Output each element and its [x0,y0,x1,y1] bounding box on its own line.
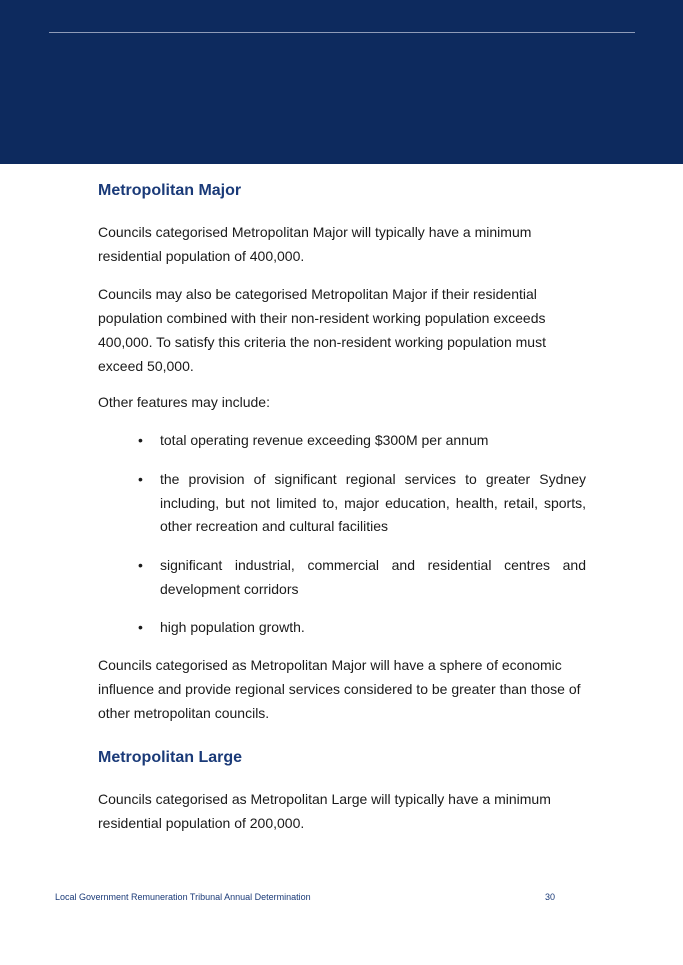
paragraph: Councils categorised as Metropolitan Large will typically have a minimum residential population of 200,000. [98,791,551,831]
page-number: 30 [545,892,556,902]
list-item-text: significant industrial, commercial and residential centres and development corridors [160,557,586,597]
bullet-icon: • [138,557,143,573]
paragraph: Councils categorised as Metropolitan Major will have a sphere of economic influence and provide regional services considered to be greater than those of other metropolitan councils. [98,657,581,721]
header-band [0,0,683,164]
bullet-icon: • [138,432,143,448]
bullet-icon: • [138,471,143,487]
paragraph: Councils categorised Metropolitan Major will typically have a minimum residential population of 400,000. [98,224,532,264]
section-heading-metropolitan-large: Metropolitan Large [98,749,243,766]
footer-title: Local Government Remuneration Tribunal Annual Determination [55,892,311,902]
header-rule [49,32,635,33]
section-heading-metropolitan-major: Metropolitan Major [98,182,242,199]
bullet-icon: • [138,619,143,635]
list-item-text: total operating revenue exceeding $300M per annum [160,432,489,448]
paragraph: Other features may include: [98,394,270,410]
list-item-text: the provision of significant regional services to greater Sydney including, but not limited to, major education, health, retail, sports, other recreation and cultural facilities [160,471,586,534]
paragraph: Councils may also be categorised Metropolitan Major if their residential population combined with their non-resident working population exceeds 400,000. To satisfy this criteria the non-resident working population must exceed 50,000. [98,286,546,374]
list-item-text: high population growth. [160,619,305,635]
